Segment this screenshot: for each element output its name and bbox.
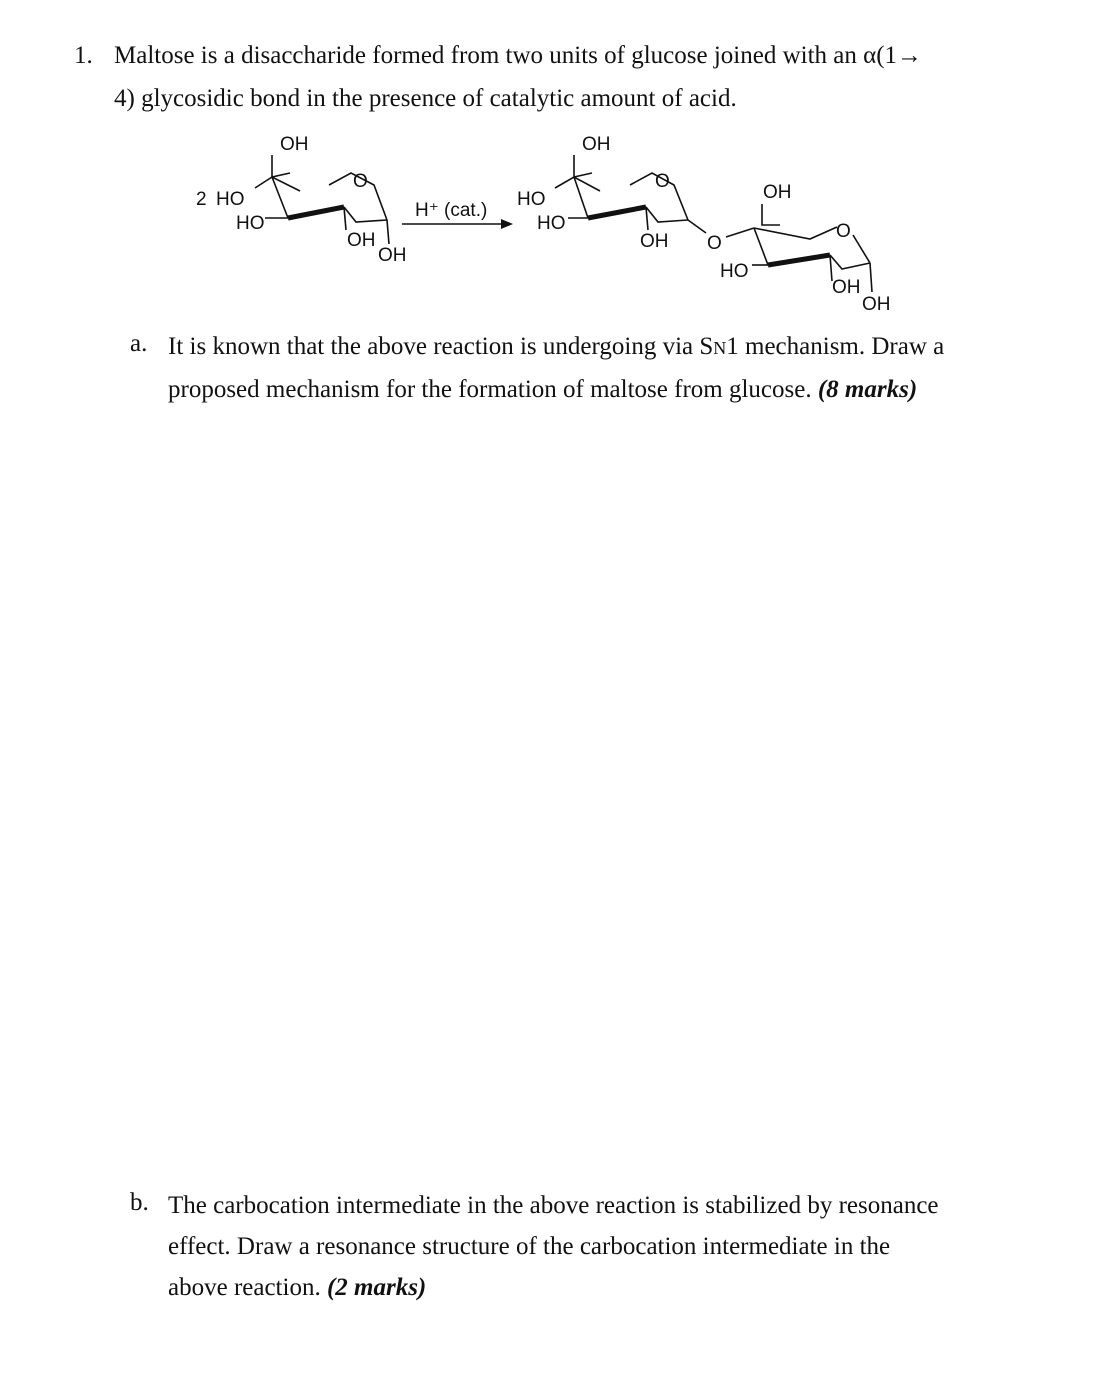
maltose-oh-c1-2: OH (862, 294, 891, 315)
glucose-ho-c4: HO (236, 213, 265, 234)
glycosidic-o: O (707, 233, 722, 254)
part-b-marks: (2 marks) (326, 1274, 427, 1301)
glucose-oh-c2: OH (347, 230, 376, 251)
maltose-ho-c4-2: HO (720, 261, 749, 282)
part-b-line3: above reaction. (2 marks) (168, 1274, 427, 1301)
maltose-ring-o-2: O (836, 221, 851, 242)
question-text-line2: 4) glycosidic bond in the presence of catalytic amount of acid. (114, 85, 737, 112)
question-number: 1. (74, 42, 93, 69)
glucose-oh-c1: OH (378, 245, 407, 266)
part-b-line2: effect. Draw a resonance structure of the carbocation intermediate in the (168, 1233, 891, 1260)
reaction-scheme (180, 125, 920, 325)
glucose-ho-c6: HO (216, 189, 245, 210)
reactant-coefficient: 2 (196, 189, 207, 210)
glucose-oh-top: OH (280, 134, 309, 155)
maltose-ho-c6-1: HO (517, 189, 546, 210)
question-text-line1: Maltose is a disaccharide formed from two units of glucose joined with an α(1→ (114, 42, 923, 69)
maltose-oh-top-2: OH (763, 182, 792, 203)
part-b-label: b. (130, 1189, 149, 1216)
maltose-oh-top-1: OH (582, 134, 611, 155)
reagent-label: H⁺ (cat.) (415, 200, 488, 221)
maltose-ho-c4-1: HO (537, 213, 566, 234)
maltose-ring-o-1: O (655, 171, 670, 192)
part-a-line2: proposed mechanism for the formation of maltose from glucose. (8 marks) (168, 376, 918, 403)
part-a-line1: It is known that the above reaction is undergoing via SN1 mechanism. Draw a (168, 333, 945, 360)
maltose-oh-c2-2: OH (832, 277, 861, 298)
part-a-marks: (8 marks) (817, 376, 918, 403)
part-a-label: a. (130, 330, 148, 357)
glucose-ring-o: O (353, 171, 368, 192)
part-b-line1: The carbocation intermediate in the above reaction is stabilized by resonance (168, 1192, 939, 1219)
maltose-unit-1 (555, 155, 706, 233)
maltose-oh-c2-1: OH (640, 231, 669, 252)
part-b-text (168, 1185, 939, 1308)
part-a-text (168, 326, 944, 410)
